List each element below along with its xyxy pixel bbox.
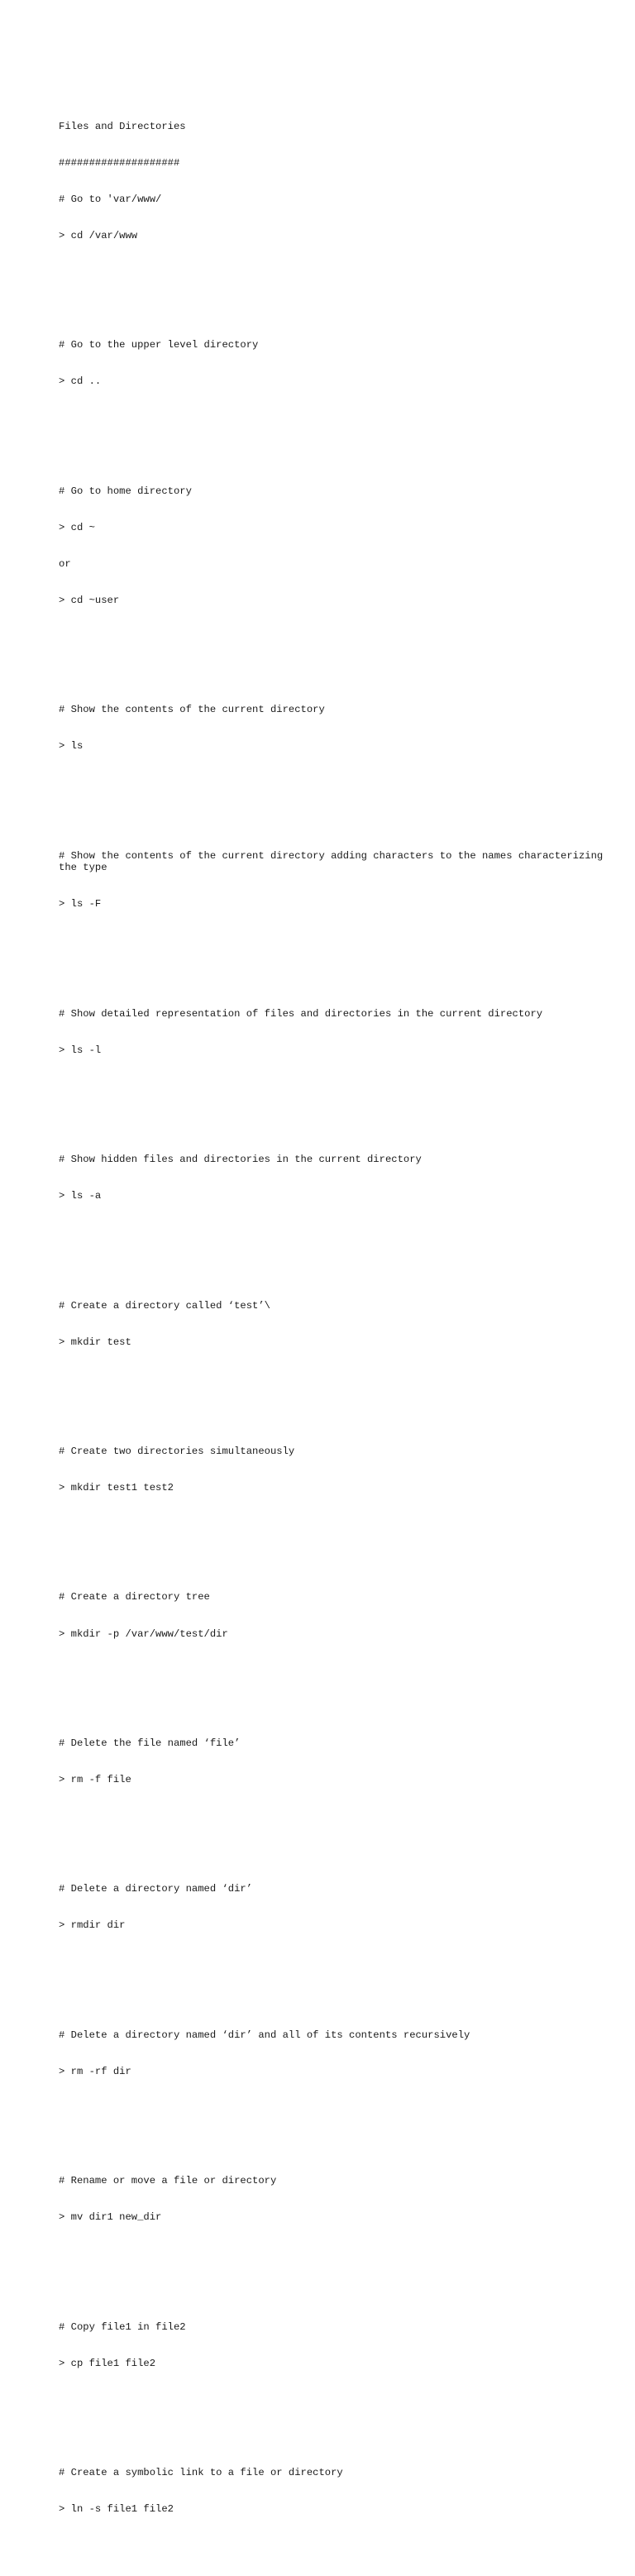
- command-line: > ls -F: [59, 898, 102, 910]
- section-ls-f: [59, 825, 621, 934]
- section-mkdir-two: [59, 1422, 621, 1519]
- section-intro: [59, 96, 621, 266]
- command-line: > mkdir test: [59, 1336, 131, 1348]
- section-rm-f: [59, 1713, 621, 1810]
- command-line: > cd ~user: [59, 594, 120, 606]
- section-mkdir-p: [59, 1567, 621, 1665]
- section-ln: [59, 2443, 621, 2540]
- comment-line: # Go to home directory: [59, 485, 192, 497]
- comment-line: # Create a symbolic link to a file or directory: [59, 2466, 343, 2478]
- command-line: > mkdir test1 test2: [59, 1482, 174, 1494]
- comment-line: # Create a directory called ‘test’\: [59, 1299, 270, 1312]
- title-rule: ####################: [59, 156, 180, 169]
- command-line: > mkdir -p /var/www/test/dir: [59, 1627, 228, 1640]
- comment-line: # Create two directories simultaneously: [59, 1446, 295, 1458]
- command-line: > cp file1 file2: [59, 2357, 156, 2369]
- command-line: > cd /var/www: [59, 229, 138, 241]
- section-ls: [59, 680, 621, 777]
- or-line: or: [59, 557, 71, 570]
- section-mv: [59, 2151, 621, 2249]
- comment-line: # Show the contents of the current directory adding characters to the names characterizing the type: [59, 849, 609, 874]
- section-rmdir: [59, 1859, 621, 1957]
- document-page: [59, 60, 621, 2576]
- comment-line: # Show hidden files and directories in the current directory: [59, 1154, 422, 1166]
- section-mkdir: [59, 1275, 621, 1373]
- section-cd-up: [59, 315, 621, 413]
- command-line: > ls -a: [59, 1190, 102, 1202]
- comment-line: # Show the contents of the current directory: [59, 704, 325, 716]
- section-cp: [59, 2296, 621, 2394]
- comment-line: # Show detailed representation of files and directories in the current directory: [59, 1007, 543, 1020]
- comment-line: # Go to the upper level directory: [59, 339, 259, 351]
- command-line: > cd ~: [59, 521, 95, 533]
- comment-line: # Copy file1 in file2: [59, 2320, 186, 2333]
- command-line: > ln -s file1 file2: [59, 2503, 174, 2516]
- command-line: > cd ..: [59, 375, 102, 388]
- comment-line: # Create a directory tree: [59, 1591, 210, 1603]
- comment-line: # Delete a directory named ‘dir’ and all of its contents recursively: [59, 2029, 470, 2041]
- section-ls-l: [59, 983, 621, 1081]
- section-ls-a: [59, 1130, 621, 1227]
- comment-line: # Delete a directory named ‘dir’: [59, 1883, 253, 1895]
- command-line: > ls -l: [59, 1044, 102, 1056]
- command-line: > ls: [59, 740, 84, 753]
- comment-line: # Rename or move a file or directory: [59, 2175, 277, 2187]
- comment-line: # Go to 'var/www/: [59, 193, 162, 205]
- command-line: > rmdir dir: [59, 1919, 126, 1932]
- section-rm-rf: [59, 2005, 621, 2102]
- comment-line: # Delete the file named ‘file’: [59, 1737, 241, 1749]
- document-title: Files and Directories: [59, 120, 186, 132]
- section-cd-home: [59, 461, 621, 631]
- command-line: > mv dir1 new_dir: [59, 2211, 162, 2224]
- command-line: > rm -rf dir: [59, 2065, 131, 2077]
- command-line: > rm -f file: [59, 1773, 131, 1785]
